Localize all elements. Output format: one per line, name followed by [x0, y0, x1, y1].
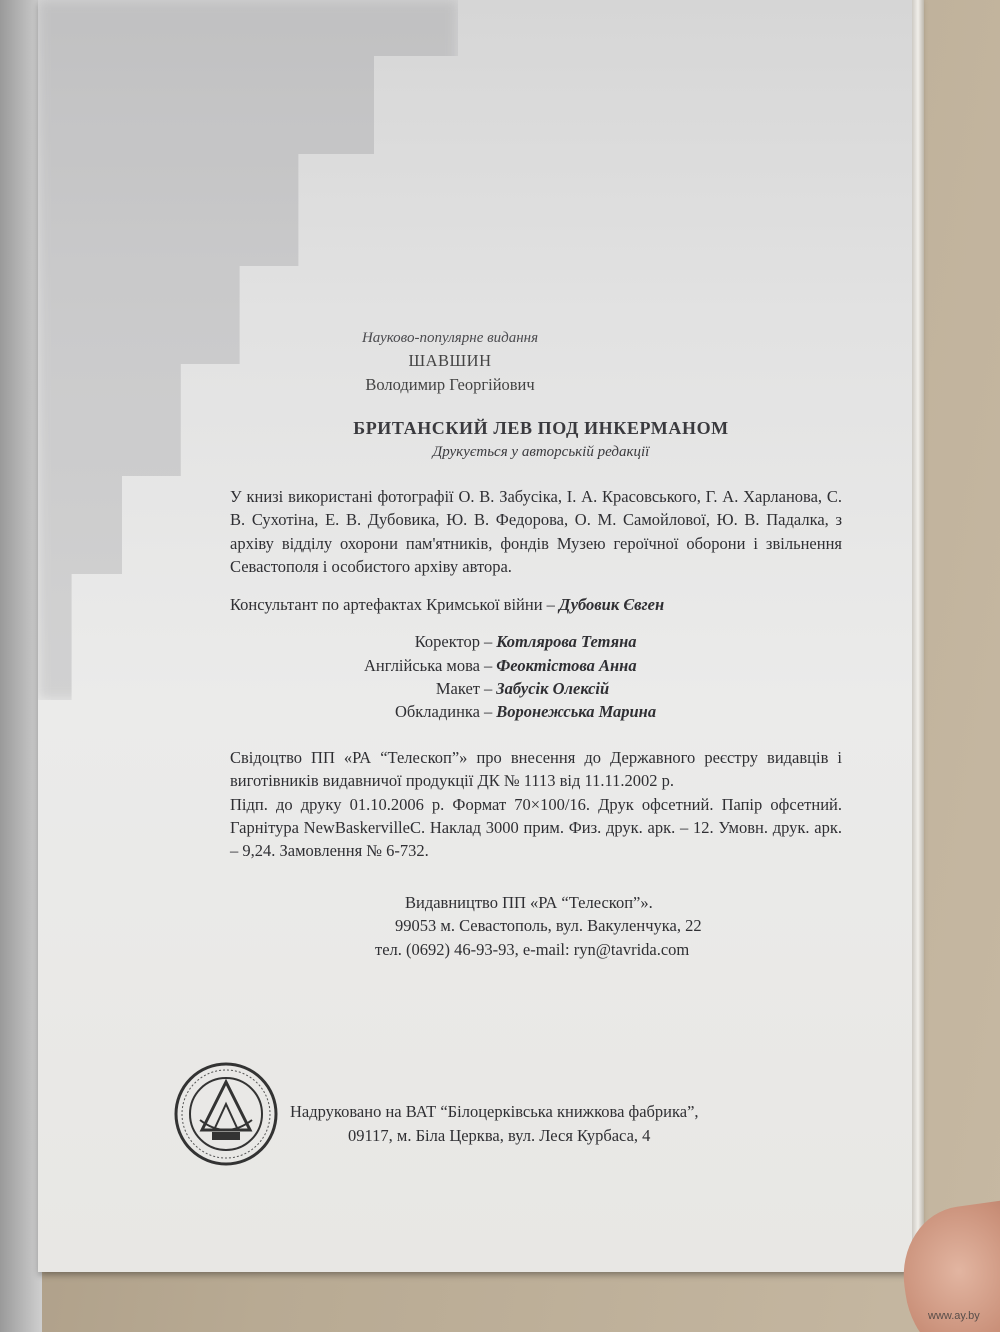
consultant-role: Консультант по артефактах Кримської війни –	[230, 594, 555, 614]
publisher-certificate: Свідоцтво ПП «РА “Телескоп”» про внесення до Державного реєстру видавців і виготівників видавничої продукції ДК № 1113 від 11.11.2002 р.	[230, 747, 842, 791]
photo-credits-paragraph: У книзі використані фотографії О. В. Забусіка, І. А. Красовського, Г. А. Харланова, С. В. Сухотіна, Е. В. Дубовика, Ю. В. Федорова, О. М. Самойлової, Ю. В. Падалка, з архіву відділу охорони пам'ятників, фондів Музею героїчної оборони і звільнення Севастополя і особистого архіву автора.	[230, 486, 842, 577]
publisher-address: 99053 м. Севастополь, вул. Вакуленчука, 22	[395, 916, 702, 936]
page-stack-edge	[912, 0, 924, 1276]
printer-seal-logo	[172, 1060, 280, 1168]
book-title: БРИТАНСКИЙ ЛЕВ ПОД ИНКЕРМАНОМ	[353, 418, 729, 439]
credit-row	[230, 654, 842, 677]
credit-name: Забусік Олексій	[496, 678, 610, 698]
site-watermark: www.ay.by	[928, 1310, 980, 1322]
author-surname: ШАВШИН	[408, 351, 492, 371]
credit-role: Макет	[435, 678, 480, 698]
credit-dash: –	[484, 678, 493, 698]
author-given-name: Володимир Георгійович	[365, 374, 535, 394]
publisher-name: Видавництво ПП «РА “Телескоп”».	[405, 892, 653, 912]
publisher-block	[375, 891, 835, 961]
credits-list	[230, 630, 842, 724]
previous-page-edge	[0, 0, 42, 1332]
credit-name: Воронежська Марина	[496, 702, 657, 722]
publication-kind: Науково-популярне видання	[361, 330, 539, 346]
printer-address: 09117, м. Біла Церква, вул. Леся Курбаса, 4	[348, 1125, 651, 1145]
credit-role: Обкладинка	[394, 702, 480, 722]
credit-row	[230, 630, 842, 653]
credit-role: Коректор	[414, 632, 480, 652]
credit-dash: –	[484, 655, 493, 675]
credit-row	[230, 677, 842, 700]
consultant-line	[230, 593, 842, 616]
consultant-name: Дубовик Євген	[559, 594, 665, 614]
credit-dash: –	[484, 632, 493, 652]
credit-role: Англійська мова	[364, 655, 480, 675]
book-subtitle: Друкується у авторській редакції	[432, 443, 650, 460]
printer-name: Надруковано на ВАТ “Білоцерківська книжкова фабрика”,	[290, 1102, 699, 1121]
credit-dash: –	[484, 702, 493, 722]
credit-row	[230, 700, 842, 723]
print-specifications: Підп. до друку 01.10.2006 р. Формат 70×100/16. Друк офсетний. Папір офсетний. Гарнітура NewBaskervilleC. Наклад 3000 прим. Физ. друк. арк. – 12. Умовн. друк. арк. – 9,24. Замовлення № 6-732.	[230, 794, 842, 861]
credit-name: Котлярова Тетяна	[496, 632, 637, 652]
publisher-contacts: тел. (0692) 46-93-93, e-mail: ryn@tavrida.com	[375, 939, 690, 959]
imprint-block	[230, 328, 842, 961]
credit-name: Феоктістова Анна	[496, 655, 637, 675]
printer-block	[290, 1100, 810, 1148]
